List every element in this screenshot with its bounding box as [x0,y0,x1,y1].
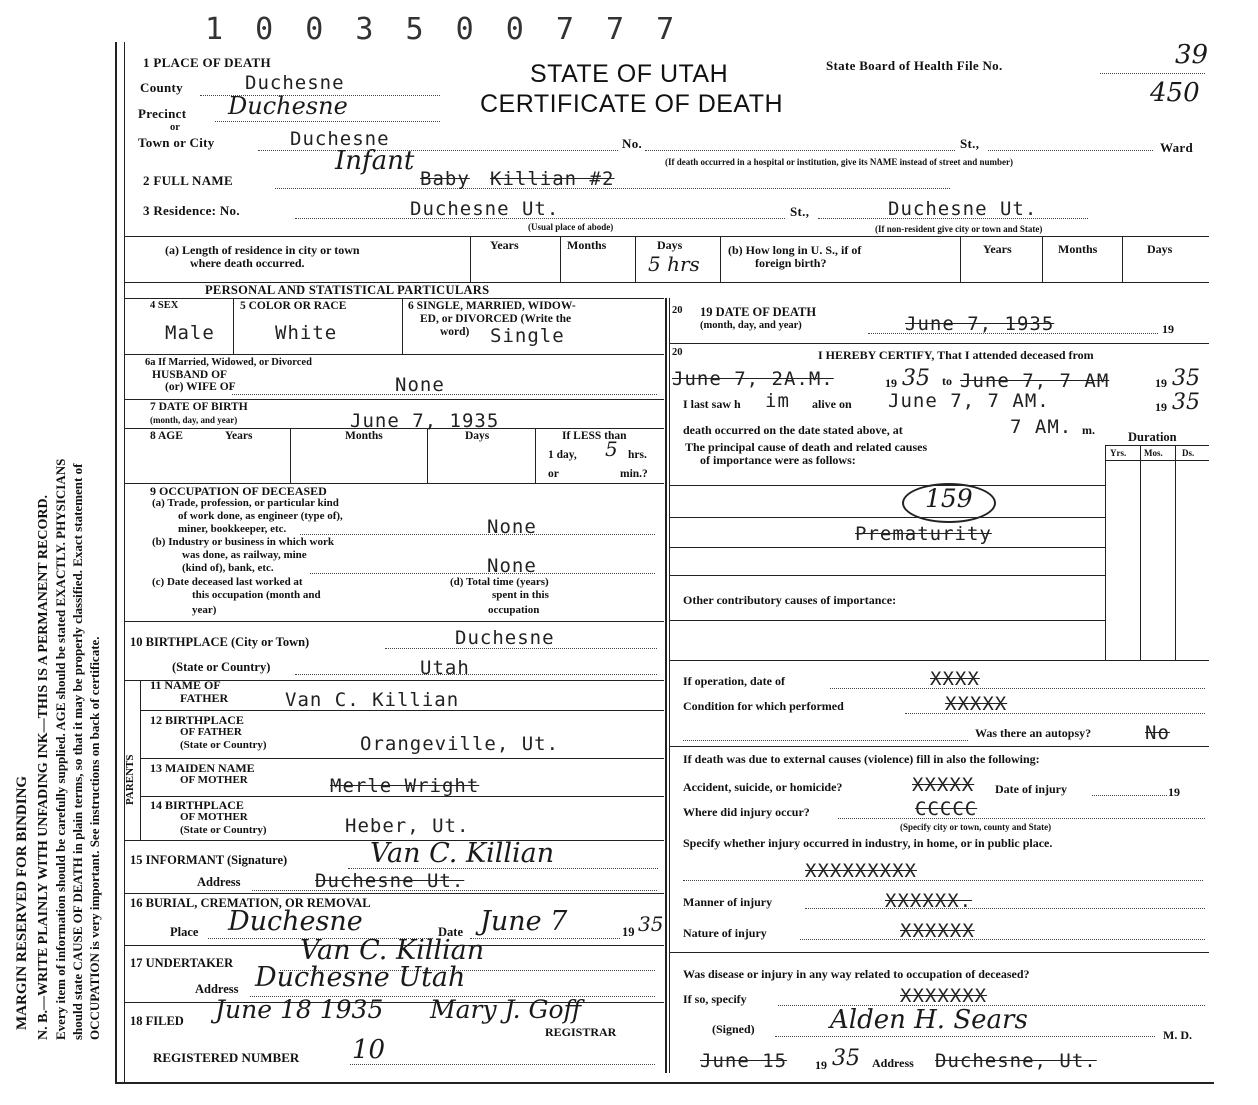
occupation-b: (b) Industry or business in which work [152,536,334,548]
signed-year: 35 [832,1046,860,1071]
sex-label: 4 SEX [150,300,179,311]
dob-sublabel: (month, day, and year) [150,415,238,425]
occupation-b-3: (kind of), bank, etc. [182,562,274,574]
dob-label: 7 DATE OF BIRTH [150,401,248,413]
informant-address: Duchesne Ut. [315,870,465,892]
marital-value: Single [490,325,565,347]
physician-signature: Alden H. Sears [830,1005,1028,1035]
duration-yrs: Yrs. [1110,448,1127,458]
burial-date-label: Date [438,925,463,939]
burial-place-label: Place [170,925,199,939]
occupation-industry: None [487,555,537,577]
age-years: Years [225,430,253,442]
or-label: or [170,122,180,133]
nature-label: Nature of injury [683,926,767,940]
burial-year-prefix: 19 [622,925,635,939]
injury-year-prefix: 19 [1168,785,1180,799]
age-or: or [548,468,559,480]
occupation-related-label: Was disease or injury in any way related to occupation of deceased? [683,967,1030,981]
age-days: Days [465,430,490,442]
mother-birthplace: Heber, Ut. [345,815,470,837]
husband-of-label: HUSBAND OF [152,369,228,381]
us-months-header: Months [1058,242,1098,256]
where-note: (Specify city or town, county and State) [900,822,1052,832]
father-birthplace-label: 12 BIRTHPLACE [150,713,244,727]
res-days-value: 5 hrs [648,252,700,276]
spouse-value: None [395,374,445,396]
alive-on-label: alive on [812,397,852,411]
burial-place: Duchesne [228,906,363,937]
specify-place-value: XXXXXXXXX [805,860,917,882]
father-label-2: FATHER [180,691,229,705]
condition-label: Condition for which performed [683,699,844,713]
principal-cause: Prematurity [855,523,992,545]
occupation-a: (a) Trade, profession, or particular kind [152,497,339,509]
birthplace-value: Duchesne [455,627,555,649]
father-birthplace-label-3: (State or Country) [180,739,267,751]
full-name-insert: Infant [335,146,415,176]
last-saw-him: im [765,390,790,412]
where-label: Where did injury occur? [683,805,810,819]
serial-number: 1 0 0 3 5 0 0 7 7 7 [205,12,682,47]
signed-year-prefix: 19 [815,1058,827,1072]
full-name-label: 2 FULL NAME [143,173,233,188]
county-value: Duchesne [245,72,345,94]
occupation-specify-value: XXXXXXX [900,985,988,1007]
parents-side-label: PARENTS [124,754,136,805]
alive-year: 35 [1172,390,1200,415]
informant-signature: Van C. Killian [370,838,555,869]
filed-label: 18 FILED [130,1014,184,1028]
accident-value: XXXXX [912,774,975,796]
cause-code: 159 [925,484,973,513]
where-value: CCCCC [915,798,978,820]
occupation-specify-label: If so, specify [683,992,747,1006]
margin-instruction-1: Every item of information should be carefully supplied. AGE should be stated EXACTLY. PHYSICIANS [53,458,68,1040]
sex-value: Male [165,322,215,344]
birthplace-label: 10 BIRTHPLACE (City or Town) [130,635,310,649]
attended-to-prefix: 19 [1155,376,1167,390]
father-birthplace: Orangeville, Ut. [360,733,560,755]
mother-birthplace-label-3: (State or Country) [180,824,267,836]
inner-border [124,42,125,1082]
us-days-header: Days [1147,242,1173,256]
occupation-d-2: spent in this [492,589,549,601]
death-year-prefix: 19 [1162,322,1174,336]
age-label: 8 AGE [150,430,183,442]
duration-mos: Mos. [1144,448,1163,458]
age-less-than: If LESS than [562,430,627,442]
margin-instruction-3: OCCUPATION is very important. See instructions on back of certificate. [87,636,102,1040]
accident-label: Accident, suicide, or homicide? [683,780,843,794]
date-of-death-num: 20 [672,305,683,316]
cause-label: The principal cause of death and related causes [685,440,928,454]
res-days-header: Days [657,238,683,252]
date-of-death: June 7, 1935 [905,313,1055,335]
residence-value-2: Duchesne Ut. [888,198,1038,220]
mother-label-2: OF MOTHER [180,774,248,786]
age-one-day: 1 day, [548,449,577,461]
operation-date: XXXX [930,668,980,690]
registered-number: 10 [352,1035,386,1065]
md-label: M. D. [1163,1028,1192,1042]
burial-date: June 7 [480,906,568,937]
file-number-label: State Board of Health File No. [826,58,1003,73]
occupation-a-2: of work done, as engineer (type of), [178,510,343,522]
residence-st-label: St., [790,204,810,219]
last-saw-label: I last saw h [683,397,741,411]
certify-text: I HEREBY CERTIFY, That I attended deceased from [818,348,1094,362]
res-months-header: Months [567,238,607,252]
nonresident-note: (If non-resident give city or town and State) [875,224,1043,234]
age-hours: hrs. [628,449,647,461]
personal-header: PERSONAL AND STATISTICAL PARTICULARS [205,283,490,297]
attended-to: June 7, 7 AM [960,370,1110,392]
death-at: 7 AM. [1010,416,1073,438]
filed-date: June 18 1935 [215,995,384,1024]
occupation-a-3: miner, bookkeeper, etc. [178,523,287,535]
age-min: min.? [620,468,648,480]
res-years-header: Years [490,238,519,252]
informant-label: 15 INFORMANT (Signature) [130,853,288,867]
attended-to-year: 35 [1172,366,1200,391]
condition-value: XXXXX [945,693,1008,715]
age-hours-value: 5 [605,437,618,461]
full-name-value: Killian #2 [490,168,615,190]
undertaker-label: 17 UNDERTAKER [130,956,234,970]
duration-header: Duration [1128,430,1177,444]
signed-address-label: Address [872,1056,914,1070]
attended-from-prefix: 19 [885,376,897,390]
mother-name: Merle Wright [330,775,480,797]
manner-label: Manner of injury [683,895,773,909]
father-name: Van C. Killian [285,689,460,711]
spouse-label: 6a If Married, Widowed, or Divorced [145,357,312,368]
certify-num: 20 [672,347,683,358]
registrar-signature: Mary J. Goff [430,995,582,1024]
margin-instruction-2: should state CAUSE OF DEATH in plain terms, so that it may be properly classified. Exact statement of [70,463,85,1040]
us-residence-label: (b) How long in U. S., if of [728,243,862,257]
file-number: 39 [1175,40,1209,70]
death-at-label: death occurred on the date stated above, at [683,423,903,437]
father-birthplace-label-2: OF FATHER [180,726,242,738]
occupation-label: 9 OCCUPATION OF DECEASED [150,484,327,498]
margin-binding-note: MARGIN RESERVED FOR BINDING [14,775,30,1030]
wife-of-label: (or) WIFE OF [165,381,236,393]
residence-value: Duchesne Ut. [410,198,560,220]
age-months: Months [345,430,383,442]
date-of-death-sublabel: (month, day, and year) [700,320,802,331]
length-residence-label-2: where death occurred. [190,256,305,270]
nature-value: XXXXXX [900,920,975,942]
signed-address: Duchesne, Ut. [935,1050,1097,1072]
duration-ds: Ds. [1182,448,1195,458]
specify-place-label: Specify whether injury occurred in industry, in home, or in public place. [683,836,1053,850]
signed-date: June 15 [700,1050,788,1072]
injury-date-label: Date of injury [995,782,1067,796]
attended-to-label: to [942,374,952,388]
occupation-d: (d) Total time (years) [450,576,549,588]
burial-year: 35 [638,912,664,936]
title-state: STATE OF UTAH [530,60,729,88]
color-label: 5 COLOR OR RACE [240,300,347,312]
residence-label: 3 Residence: No. [143,203,240,218]
registrar-label: REGISTRAR [545,1025,617,1039]
registered-number-label: REGISTERED NUMBER [153,1050,300,1065]
operation-label: If operation, date of [683,674,785,688]
informant-address-label: Address [197,875,241,889]
length-residence-label: (a) Length of residence in city or town [165,243,360,257]
hospital-note: (If death occurred in a hospital or institution, give its NAME instead of street and number) [665,157,1014,167]
undertaker-address: Duchesne Utah [255,962,466,993]
mother-label: 13 MAIDEN NAME [150,761,255,775]
us-residence-label-2: foreign birth? [755,256,827,270]
other-causes-label: Other contributory causes of importance: [683,593,897,607]
undertaker-name: Van C. Killian [300,935,485,966]
birthplace-state-label: (State or Country) [172,660,271,674]
burial-label: 16 BURIAL, CREMATION, OR REMOVAL [130,896,371,910]
alive-on: June 7, 7 AM. [888,390,1050,412]
street-label: St., [960,136,980,151]
town-label: Town or City [138,135,215,150]
marital-label: 6 SINGLE, MARRIED, WIDOW- [408,300,576,312]
county-label: County [140,80,183,95]
signed-label: (Signed) [712,1022,755,1036]
death-at-m: m. [1082,423,1095,437]
occupation-c-3: year) [192,604,217,616]
undertaker-address-label: Address [195,982,239,996]
attended-from: June 7, 2A.M. [672,368,834,390]
occupation-c-2: this occupation (month and [192,589,321,601]
father-label: 11 NAME OF [150,678,221,692]
street-no-label: No. [622,136,643,151]
file-number-secondary: 450 [1150,78,1200,108]
full-name-struck: Baby [420,168,470,190]
precinct-value: Duchesne [228,92,348,120]
external-intro: If death was due to external causes (violence) fill in also the following: [683,752,1040,766]
mother-birthplace-label-2: OF MOTHER [180,811,248,823]
manner-value: XXXXXX. [885,890,973,912]
attended-from-year: 35 [902,366,930,391]
date-of-death-label: 19 DATE OF DEATH [700,305,817,319]
color-value: White [275,322,338,344]
autopsy-label: Was there an autopsy? [975,726,1092,740]
occupation-c: (c) Date deceased last worked at [152,576,303,588]
dob-value: June 7, 1935 [350,410,500,432]
mother-birthplace-label: 14 BIRTHPLACE [150,798,244,812]
marital-label-2: ED, or DIVORCED (Write the [420,313,572,325]
autopsy-value: No [1145,722,1170,744]
ward-label: Ward [1160,140,1193,155]
birthplace-state: Utah [420,657,470,679]
town-value: Duchesne [290,128,390,150]
us-years-header: Years [983,242,1012,256]
place-of-death-label: 1 PLACE OF DEATH [143,55,271,70]
abode-note: (Usual place of abode) [528,222,614,232]
marital-label-3: word) [440,326,470,338]
cause-label-2: of importance were as follows: [700,453,856,467]
precinct-label: Precinct [138,106,187,121]
margin-nb-note: N. B.—WRITE PLAINLY WITH UNFADING INK—THIS IS A PERMANENT RECORD. [36,494,51,1040]
occupation-b-2: was done, as railway, mine [182,549,307,561]
title-certificate: CERTIFICATE OF DEATH [480,90,784,118]
occupation-d-3: occupation [488,604,540,616]
alive-prefix: 19 [1155,400,1167,414]
occupation-trade: None [487,516,537,538]
